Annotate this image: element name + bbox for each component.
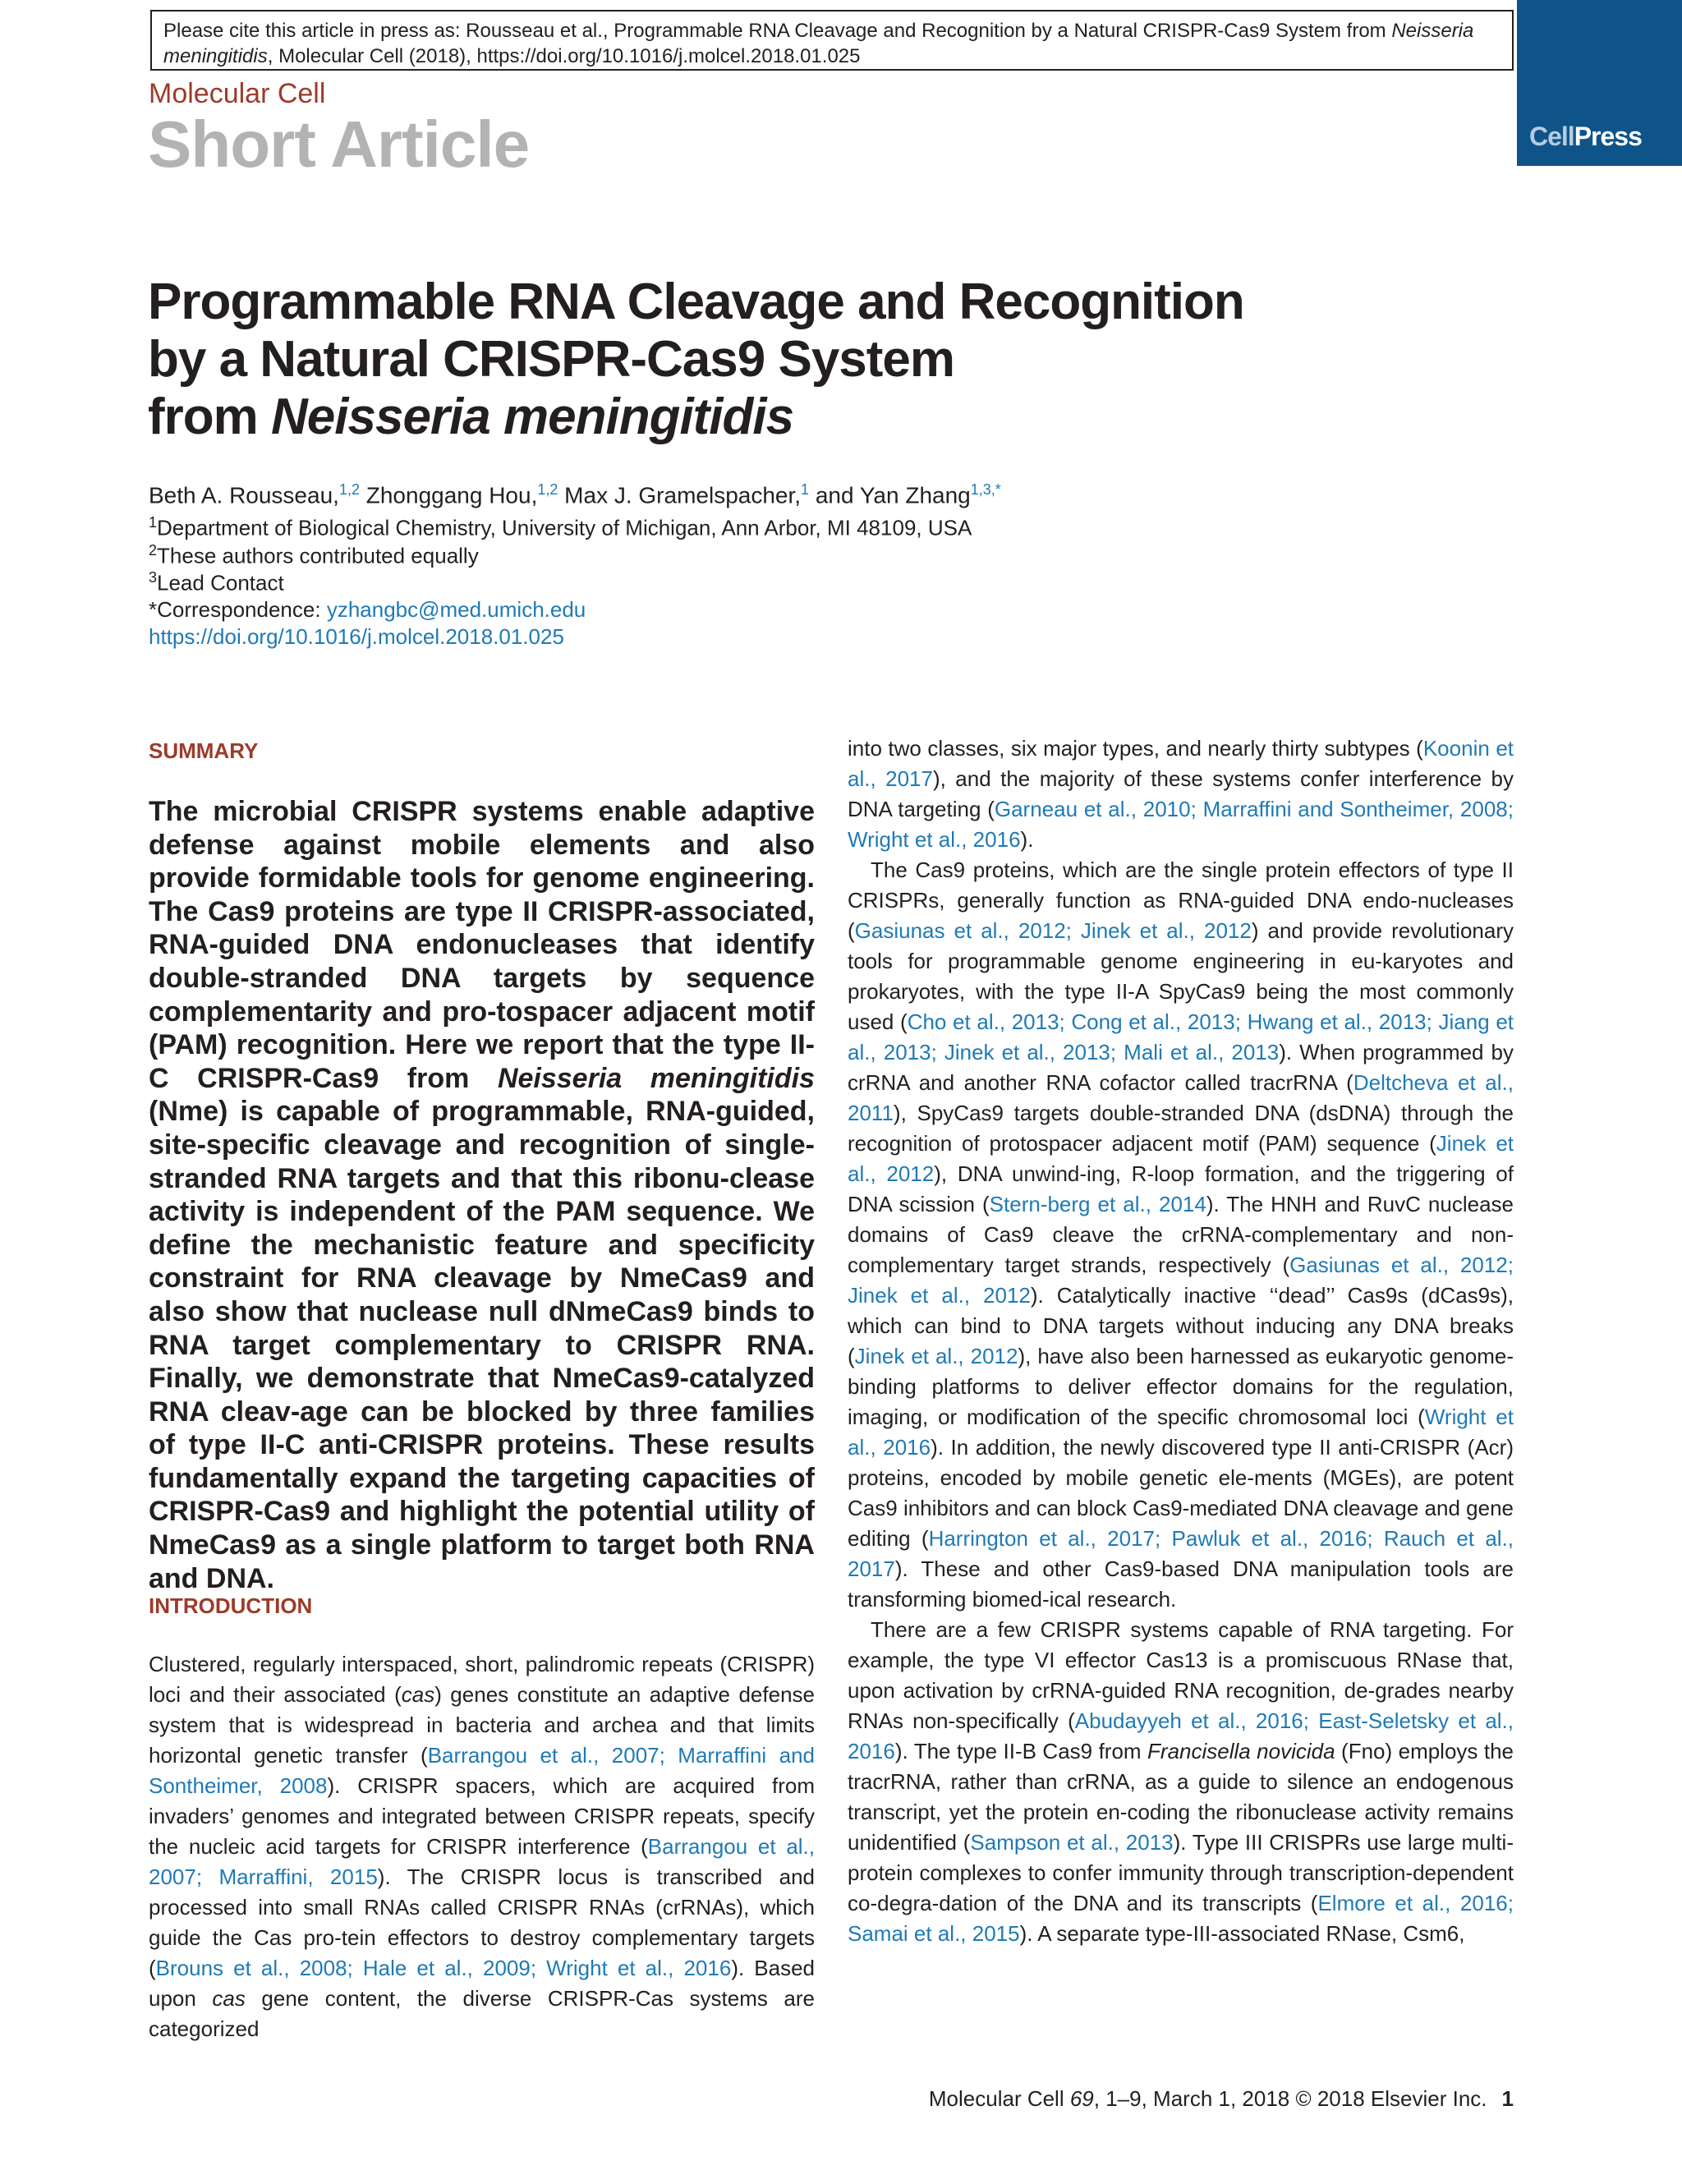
ref-link[interactable]: Gasiunas et al., 2012; Jinek et al., 2012 [854,918,1252,943]
ref-link[interactable]: Jinek et al., 2012 [848,1131,1514,1186]
affiliation-3: $^3$Lead Contact [149,569,284,595]
article-type: Short Article [148,108,530,181]
intro-paragraph-2: The Cas9 proteins, which are the single protein effectors of type II CRISPRs, generally function as RNA-guided DNA endo-nucleases (Gasiunas et al., 2012; Jinek et al., 2012) and provide revolutionary tools for programmable genome engineering in eu-karyotes and prokaryotes, with the type II-A SpyCas9 being the most commonly used (Cho et al., 2013; Cong et al., 2013; Hwang et al., 2013; Jiang et al., 2013; Jinek et al., 2013; Mali et al., 2013). When programmed by crRNA and another RNA cofactor called tracrRNA (Deltcheva et al., 2011), SpyCas9 targets double-stranded DNA (dsDNA) through the recognition of protospacer adjacent motif (PAM) sequence (Jinek et al., 2012), DNA unwind-ing, R-loop formation, and the triggering of DNA scission (Stern-berg et al., 2014). The HNH and RuvC nuclease domains of Cas9 cleave the crRNA-complementary and non-complementary target strands, respectively (Gasiunas et al., 2012; Jinek et al., 2012). Catalytically inactive ‘‘dead’’ Cas9s (dCas9s), which can bind to DNA targets without inducing any DNA breaks (Jinek et al., 2012), have also been harnessed as eukaryotic genome-binding platforms to deliver effector domains for the regulation, imaging, or modification of the specific chromosomal loci (Wright et al., 2016). In addition, the newly discovered type II anti-CRISPR (Acr) proteins, encoded by mobile genetic ele-ments (MGEs), are potent Cas9 inhibitors and can block Cas9-mediated DNA cleavage and gene editing (Harrington et al., 2017; Pawluk et al., 2016; Rauch et al., 2017). These and other Cas9-based DNA manipulation tools are transforming biomed-ical research. [848,858,1514,1612]
ref-link[interactable]: Wright et al., 2016 [848,1405,1514,1460]
correspondence-email-link[interactable]: yzhangbc@med.umich.edu [326,597,586,622]
ref-link[interactable]: Deltcheva et al., 2011 [848,1070,1514,1125]
page-footer: Molecular Cell 69, 1–9, March 1, 2018 © 2018 Elsevier Inc. 1 [928,2086,1514,2111]
ref-link[interactable]: Koonin et al., 2017 [848,736,1514,791]
ref-link[interactable]: Elmore et al., 2016; Samai et al., 2015 [848,1891,1514,1946]
ref-link[interactable]: Stern-berg et al., 2014 [989,1192,1206,1216]
intro-paragraph-3: There are a few CRISPR systems capable of RNA targeting. For example, the type VI effector Cas13 is a promiscuous RNase that, upon activation by crRNA-guided RNA recognition, de-grades nearby RNAs non-specifically (Abudayyeh et al., 2016; East-Seletsky et al., 2016). The type II-B Cas9 from Francisella novicida (Fno) employs the tracrRNA, rather than crRNA, as a guide to silence an endogenous transcript, yet the protein en-coding the ribonuclease activity remains unidentified (Sampson et al., 2013). Type III CRISPRs use large multi-protein complexes to confer immunity through transcription-dependent co-degra-dation of the DNA and its transcripts (Elmore et al., 2016; Samai et al., 2015). A separate type-III-associated RNase, Csm6, [848,1617,1514,1946]
intro-paragraph-1: Clustered, regularly interspaced, short, palindromic repeats (CRISPR) loci and their associated (cas) genes constitute an adaptive defense system that is widespread in bacteria and archea and that limits horizontal genetic transfer (Barrangou et al., 2007; Marraffini and Sontheimer, 2008). CRISPR spacers, which are acquired from invaders’ genomes and integrated between CRISPR repeats, specify the nucleic acid targets for CRISPR interference (Barrangou et al., 2007; Marraffini, 2015). The CRISPR locus is transcribed and processed into small RNAs called CRISPR RNAs (crRNAs), which guide the Cas pro-tein effectors to destroy complementary targets (Brouns et al., 2008; Hale et al., 2009; Wright et al., 2016). Based upon cas gene content, the diverse CRISPR-Cas systems are categorized [149,1652,816,2041]
ref-link[interactable]: Abudayyeh et al., 2016; East-Seletsky et al., 2016 [848,1708,1514,1763]
page-number: 1 [1501,2086,1514,2111]
ref-link[interactable]: Brouns et al., 2008; Hale et al., 2009; Wright et al., 2016 [155,1956,732,1980]
summary-text: The microbial CRISPR systems enable adaptive defense against mobile elements and also provide formidable tools for genome engineering. The Cas9 proteins are type II CRISPR-associated, RNA-guided DNA endonucleases that identify double-stranded DNA targets by sequence complementarity and pro-tospacer adjacent motif (PAM) recognition. Here we report that the type II-C CRISPR-Cas9 from Neisseria meningitidis (Nme) is capable of programmable, RNA-guided, site-specific cleavage and recognition of single-stranded RNA targets and that this ribonu-clease activity is independent of the PAM sequence. We define the mechanistic feature and specificity constraint for RNA cleavage by NmeCas9 and also show that nuclease null dNmeCas9 binds to RNA target complementary to CRISPR RNA. Finally, we demonstrate that NmeCas9-catalyzed RNA cleav-age can be blocked by three families of type II-C anti-CRISPR proteins. These results fundamentally expand the targeting capacities of CRISPR-Cas9 and highlight the potential utility of NmeCas9 as a single platform to target both RNA and DNA. [149,796,815,1594]
doi-line [149,624,564,650]
ref-link[interactable]: Barrangou et al., 2007; Marraffini, 2015 [149,1834,816,1889]
intro-left-column [149,1649,815,2044]
cellpress-logo: CellPress [1517,0,1682,166]
intro-right-column [848,733,1514,1949]
intro-paragraph-continued: into two classes, six major types, and nearly thirty subtypes (Koonin et al., 2017), and the majority of these systems confer interference by DNA targeting (Garneau et al., 2010; Marraffini and Sontheimer, 2008; Wright et al., 2016). [848,736,1514,852]
summary-heading: SUMMARY [149,738,259,763]
article-title: Programmable RNA Cleavage and Recognition by a Natural CRISPR-Cas9 System from Neisseria meningitidis [148,274,1244,445]
doi-link[interactable]: https://doi.org/10.1016/j.molcel.2018.01.025 [149,624,564,649]
citation-box: Please cite this article in press as: Rousseau et al., Programmable RNA Cleavage and Recognition by a Natural CRISPR-Cas9 System from Neisseria meningitidis, Molecular Cell (2018), https://doi.org/10.1016/j.molcel.2018.01.025 [150,10,1514,71]
ref-link[interactable]: Sampson et al., 2013 [970,1830,1174,1855]
affiliation-2: $^2$These authors contributed equally [149,542,479,568]
ref-link[interactable]: Cho et al., 2013; Cong et al., 2013; Hwang et al., 2013; Jiang et al., 2013; Jinek et al., 2013; Mali et al., 2013 [848,1009,1514,1064]
ref-link[interactable]: Barrangou et al., 2007; Marraffini and Sontheimer, 2008 [149,1743,816,1798]
journal-name: Molecular Cell [149,78,326,109]
ref-link[interactable]: Garneau et al., 2010; Marraffini and Sontheimer, 2008; Wright et al., 2016 [848,797,1514,852]
ref-link[interactable]: Harrington et al., 2017; Pawluk et al., 2016; Rauch et al., 2017 [848,1526,1514,1581]
introduction-heading: INTRODUCTION [149,1593,313,1618]
affiliation-1: $^1$Department of Biological Chemistry, University of Michigan, Ann Arbor, MI 48109, USA [149,514,972,540]
ref-link[interactable]: Jinek et al., 2012 [854,1344,1018,1368]
ref-link[interactable]: Gasiunas et al., 2012; Jinek et al., 2012 [848,1253,1514,1308]
correspondence: *Correspondence: yzhangbc@med.umich.edu [149,597,586,622]
author-list: Beth A. Rousseau,$^{1,2}$ Zhonggang Hou,$^{1,2}$ Max J. Gramelspacher,$^1$ and Yan Zhang$^{1,3,*}$ [149,481,1001,508]
